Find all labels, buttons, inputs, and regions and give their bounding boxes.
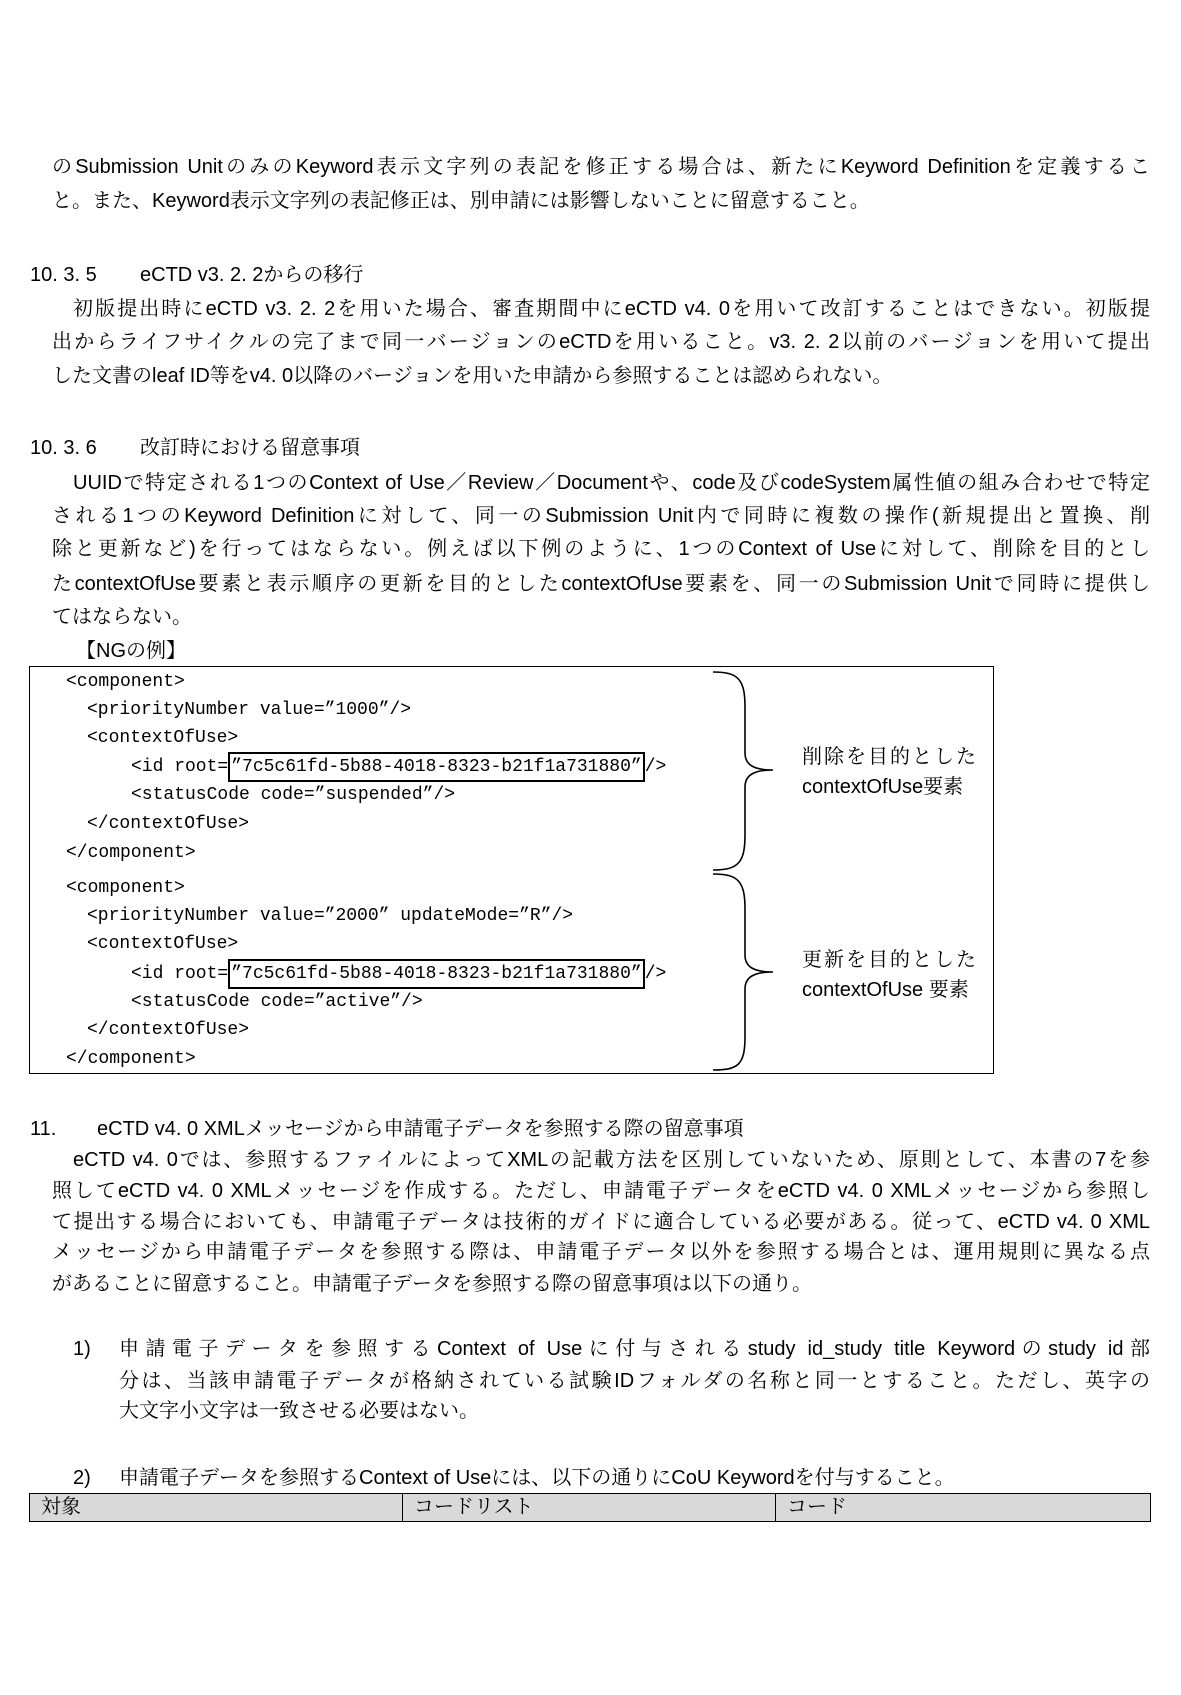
code-line: <statusCode code=”active”/> <box>131 992 423 1012</box>
paragraph-line: 初版提出時にeCTD v3. 2. 2を用いた場合、審査期間中にeCTD v4. 0を用いて改訂することはできない。初版提 <box>73 298 1150 320</box>
code-line: </contextOfUse> <box>87 1020 250 1040</box>
highlighted-uuid: ”7c5c61fd-5b88-4018-8323-b21f1a731880” <box>228 959 644 989</box>
brace-note: contextOfUse 要素 <box>802 979 969 1001</box>
cou-keyword-table <box>29 1493 1151 1522</box>
section-title: eCTD v3. 2. 2からの移行 <box>140 264 364 286</box>
section-title: eCTD v4. 0 XMLメッセージから申請電子データを参照する際の留意事項 <box>97 1118 744 1140</box>
paragraph-line: て提出する場合においても、申請電子データは技術的ガイドに適合している必要がある。従って、eCTD v4. 0 XML <box>52 1211 1150 1233</box>
code-id-prefix: <id root= <box>131 757 229 777</box>
paragraph-line: される1つのKeyword Definitionに対して、同一のSubmission Unit内で同時に複数の操作(新規提出と置換、削 <box>52 505 1150 527</box>
code-line: </component> <box>66 1049 196 1069</box>
code-id-suffix: /> <box>644 757 667 777</box>
paragraph-line: 除と更新など)を行ってはならない。例えば以下例のように、1つのContext of Useに対して、削除を目的とし <box>52 538 1150 560</box>
section-number: 10. 3. 5 <box>30 264 97 286</box>
highlighted-uuid: ”7c5c61fd-5b88-4018-8323-b21f1a731880” <box>228 752 644 782</box>
paragraph-line: のSubmission UnitのみのKeyword表示文字列の表記を修正する場合は、新たにKeyword Definitionを定義するこ <box>52 156 1150 178</box>
list-marker: 2) <box>73 1467 91 1489</box>
code-line: <contextOfUse> <box>87 728 239 748</box>
code-line: <component> <box>66 878 185 898</box>
list-item-line: 分は、当該申請電子データが格納されている試験IDフォルダの名称と同一とすること。ただし、英字の <box>119 1370 1150 1392</box>
brace-update-component <box>713 874 773 1070</box>
code-line-id <box>131 961 666 987</box>
ng-example-code-box <box>29 666 994 1074</box>
brace-note: 更新を目的とした <box>802 949 978 971</box>
list-marker: 1) <box>73 1338 91 1360</box>
brace-note: contextOfUse要素 <box>802 776 964 798</box>
example-label: 【NGの例】 <box>76 640 186 662</box>
paragraph-line: と。また、Keyword表示文字列の表記修正は、別申請には影響しないことに留意すること。 <box>52 190 870 212</box>
table-header-cell: コード <box>776 1494 1151 1522</box>
brace-delete-component <box>713 672 773 870</box>
paragraph-line: てはならない。 <box>52 606 192 628</box>
paragraph-line: があることに留意すること。申請電子データを参照する際の留意事項は以下の通り。 <box>52 1273 812 1295</box>
code-line: </component> <box>66 843 196 863</box>
paragraph-line: 照してeCTD v4. 0 XMLメッセージを作成する。ただし、申請電子データをeCTD v4. 0 XMLメッセージから参照し <box>52 1180 1150 1202</box>
paragraph-line: eCTD v4. 0では、参照するファイルによってXMLの記載方法を区別していないため、原則として、本書の7を参 <box>73 1149 1150 1171</box>
paragraph-line: メッセージから申請電子データを参照する際は、申請電子データ以外を参照する場合とは、運用規則に異なる点 <box>52 1241 1150 1263</box>
code-line: <contextOfUse> <box>87 934 239 954</box>
table-header-cell: コードリスト <box>403 1494 776 1522</box>
paragraph-line: UUIDで特定される1つのContext of Use／Review／Documentや、code及びcodeSystem属性値の組み合わせで特定 <box>73 472 1150 494</box>
list-item-line: 大文字小文字は一致させる必要はない。 <box>119 1400 479 1422</box>
code-line: </contextOfUse> <box>87 814 250 834</box>
paragraph-line: 出からライフサイクルの完了まで同一バージョンのeCTDを用いること。v3. 2. 2以前のバージョンを用いて提出 <box>52 331 1150 353</box>
code-line-id <box>131 754 666 780</box>
section-number: 11. <box>30 1118 57 1140</box>
paragraph-line: たcontextOfUse要素と表示順序の更新を目的としたcontextOfUse要素を、同一のSubmission Unitで同時に提供し <box>52 573 1150 595</box>
paragraph-line: した文書のleaf ID等をv4. 0以降のバージョンを用いた申請から参照することは認められない。 <box>52 365 893 387</box>
code-line: <priorityNumber value=”2000” updateMode=”R”/> <box>87 906 574 926</box>
table-header-row <box>30 1494 1151 1522</box>
code-line: <statusCode code=”suspended”/> <box>131 785 456 805</box>
code-line: <priorityNumber value=”1000”/> <box>87 700 412 720</box>
section-number: 10. 3. 6 <box>30 437 97 459</box>
table-header-cell: 対象 <box>30 1494 403 1522</box>
list-item-line: 申請電子データを参照するContext of Useに付与されるstudy id_study title Keywordのstudy id部 <box>119 1338 1150 1360</box>
brace-note: 削除を目的とした <box>802 746 978 768</box>
code-line: <component> <box>66 672 185 692</box>
code-id-prefix: <id root= <box>131 964 229 984</box>
list-item-line: 申請電子データを参照するContext of Useには、以下の通りにCoU Keywordを付与すること。 <box>119 1467 955 1489</box>
section-title: 改訂時における留意事項 <box>140 437 360 459</box>
code-id-suffix: /> <box>644 964 667 984</box>
